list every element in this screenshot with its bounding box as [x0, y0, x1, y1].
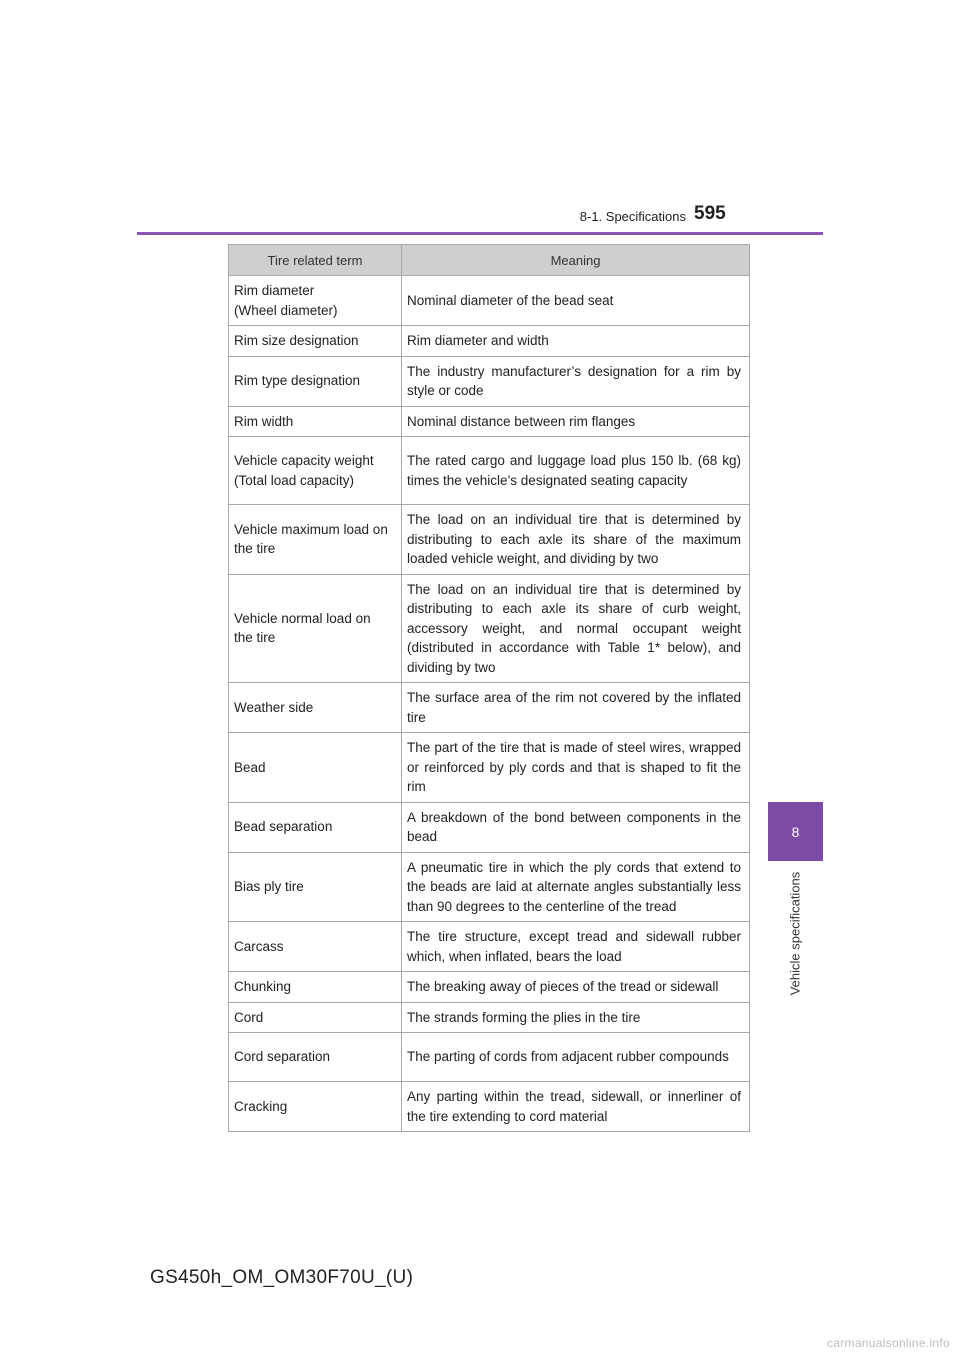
meaning-cell: Nominal diameter of the bead seat [402, 276, 750, 326]
table-row [229, 1002, 750, 1033]
meaning-cell: Nominal distance between rim flanges [402, 406, 750, 437]
table-row [229, 1082, 750, 1132]
term-cell: Weather side [229, 683, 402, 733]
table-row [229, 437, 750, 505]
page-number: 595 [694, 203, 726, 224]
header-divider [137, 232, 823, 235]
document-code: GS450h_OM_OM30F70U_(U) [150, 1267, 414, 1288]
section-title: 8-1. Specifications [579, 209, 686, 224]
watermark: carmanualsonline.info [826, 1336, 950, 1350]
table-body [229, 276, 750, 1132]
column-header-meaning: Meaning [402, 245, 750, 276]
meaning-cell: A pneumatic tire in which the ply cords that extend to the beads are laid at alternate angles substantially less than 90 degrees to the centerline of the tread [402, 852, 750, 922]
table-row [229, 683, 750, 733]
term-cell: Chunking [229, 972, 402, 1003]
term-cell: Cracking [229, 1082, 402, 1132]
table-row [229, 406, 750, 437]
table-row [229, 505, 750, 575]
term-cell: Carcass [229, 922, 402, 972]
meaning-cell: Any parting within the tread, sidewall, or innerliner of the tire extending to cord material [402, 1082, 750, 1132]
meaning-cell: Rim diameter and width [402, 326, 750, 357]
table-row [229, 326, 750, 357]
table-row [229, 1033, 750, 1082]
meaning-cell: The part of the tire that is made of steel wires, wrapped or reinforced by ply cords and that is shaped to fit the rim [402, 733, 750, 803]
table-row [229, 276, 750, 326]
meaning-cell: The strands forming the plies in the tire [402, 1002, 750, 1033]
table-row [229, 852, 750, 922]
term-cell: Rim size designation [229, 326, 402, 357]
meaning-cell: The parting of cords from adjacent rubber compounds [402, 1033, 750, 1082]
meaning-cell: The surface area of the rim not covered by the inflated tire [402, 683, 750, 733]
term-cell: Bias ply tire [229, 852, 402, 922]
table-row [229, 972, 750, 1003]
meaning-cell: The load on an individual tire that is determined by distributing to each axle its share of the maximum loaded vehicle weight, and dividing by two [402, 505, 750, 575]
term-cell: Bead separation [229, 802, 402, 852]
column-header-term: Tire related term [229, 245, 402, 276]
term-cell: Bead [229, 733, 402, 803]
term-cell: Rim width [229, 406, 402, 437]
term-cell: Vehicle maximum load on the tire [229, 505, 402, 575]
term-cell: Vehicle normal load on the tire [229, 574, 402, 683]
term-cell: Cord separation [229, 1033, 402, 1082]
chapter-label: Vehicle specifications [787, 871, 803, 996]
chapter-number: 8 [791, 823, 800, 840]
meaning-cell: A breakdown of the bond between components in the bead [402, 802, 750, 852]
table-row [229, 922, 750, 972]
meaning-cell: The load on an individual tire that is determined by distributing to each axle its share of curb weight, accessory weight, and normal occupant weight (distributed in accordance with Table 1* below), and dividing by two [402, 574, 750, 683]
table-row [229, 356, 750, 406]
term-cell: Rim type designation [229, 356, 402, 406]
table-row [229, 574, 750, 683]
term-cell: Vehicle capacity weight (Total load capacity) [229, 437, 402, 505]
meaning-cell: The breaking away of pieces of the tread or sidewall [402, 972, 750, 1003]
table-header-row [229, 245, 750, 276]
meaning-cell: The industry manufacturer’s designation for a rim by style or code [402, 356, 750, 406]
term-cell: Cord [229, 1002, 402, 1033]
table-row [229, 733, 750, 803]
table-row [229, 802, 750, 852]
meaning-cell: The tire structure, except tread and sidewall rubber which, when inflated, bears the load [402, 922, 750, 972]
term-cell: Rim diameter (Wheel diameter) [229, 276, 402, 326]
tire-terms-table [228, 244, 750, 1132]
meaning-cell: The rated cargo and luggage load plus 150 lb. (68 kg) times the vehicle’s designated seating capacity [402, 437, 750, 505]
